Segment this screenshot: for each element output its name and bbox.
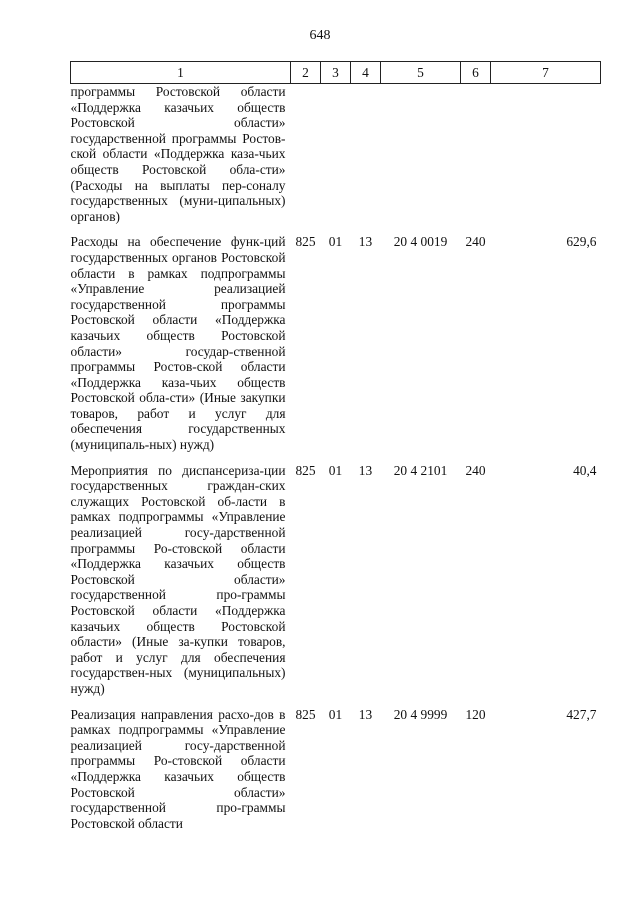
row-expense-type xyxy=(461,84,491,225)
table-row xyxy=(71,707,601,832)
row-section-code xyxy=(321,84,351,225)
table-row xyxy=(71,234,601,452)
row-description: Мероприятия по диспансериза-ции государственных граждан-ских служащих Ростовской об-ласти в рамках подпрограммы «Управление реализацией госу-дарственной программы Ро-стовской области «Поддержка казачьих обществ Ростовской области» государственной про-граммы Ростовской области «Поддержка казачьих обществ Ростовской области» (Иные за-купки товаров, работ и услуг для обеспечения государствен-ных (муниципальных) нужд) xyxy=(70,462,286,696)
row-description: Расходы на обеспечение функ-ций государственных органов Ростовской области в рамках подпрограммы «Управление реализацией государственной программы Ростовской области «Поддержка казачьих обществ Ростовской области» государ-ственной программы Ростов-ской области «Поддержка каза-чьих обществ Ростовской обла-сти» (Иные закупки товаров, работ и услуг для обеспечения государственных (муниципаль-ных) нужд) xyxy=(70,234,286,453)
column-header-2: 2 xyxy=(291,62,321,84)
row-ministry-code: 825 xyxy=(295,706,316,722)
column-header-7: 7 xyxy=(491,62,601,84)
row-description: программы Ростовской области «Поддержка казачьих обществ Ростовской области» государственной программы Ростов-ской области «Поддержка каза-чьих обществ Ростовской обла-сти» (Расходы на выплаты пер-соналу государственных (муни-ципальных) органов) xyxy=(70,84,286,224)
row-spacer xyxy=(71,453,601,463)
column-header-3: 3 xyxy=(321,62,351,84)
row-expense-type: 240 xyxy=(465,462,486,478)
table-header-row xyxy=(71,62,601,84)
row-section-code: 01 xyxy=(328,706,343,722)
table-row xyxy=(71,84,601,225)
row-ministry-code xyxy=(291,84,321,225)
column-header-5: 5 xyxy=(381,62,461,84)
column-header-6: 6 xyxy=(461,62,491,84)
budget-table xyxy=(70,61,601,831)
row-subsection-code xyxy=(351,84,381,225)
row-description: Реализация направления расхо-дов в рамках подпрограммы «Управление реализацией госу-дарственной программы Ро-стовской области «Поддержка казачьих обществ Ростовской области» государственной про-граммы Ростовской области xyxy=(70,706,286,831)
row-expense-type: 120 xyxy=(465,706,486,722)
row-spacer xyxy=(71,224,601,234)
row-target-article: 20 4 0019 xyxy=(393,234,448,250)
row-subsection-code: 13 xyxy=(358,234,373,250)
row-subsection-code: 13 xyxy=(358,462,373,478)
row-ministry-code: 825 xyxy=(295,234,316,250)
row-section-code: 01 xyxy=(328,462,343,478)
row-amount: 40,4 xyxy=(573,462,597,478)
column-header-1: 1 xyxy=(71,62,291,84)
row-spacer xyxy=(71,697,601,707)
row-target-article xyxy=(381,84,461,225)
row-amount xyxy=(491,84,601,225)
row-ministry-code: 825 xyxy=(295,462,316,478)
column-header-4: 4 xyxy=(351,62,381,84)
row-amount: 427,7 xyxy=(566,706,597,722)
row-target-article: 20 4 9999 xyxy=(393,706,448,722)
row-amount: 629,6 xyxy=(566,234,597,250)
page-number: 648 xyxy=(309,28,331,43)
table-row xyxy=(71,463,601,697)
row-target-article: 20 4 2101 xyxy=(393,462,448,478)
row-expense-type: 240 xyxy=(465,234,486,250)
row-subsection-code: 13 xyxy=(358,706,373,722)
row-section-code: 01 xyxy=(328,234,343,250)
